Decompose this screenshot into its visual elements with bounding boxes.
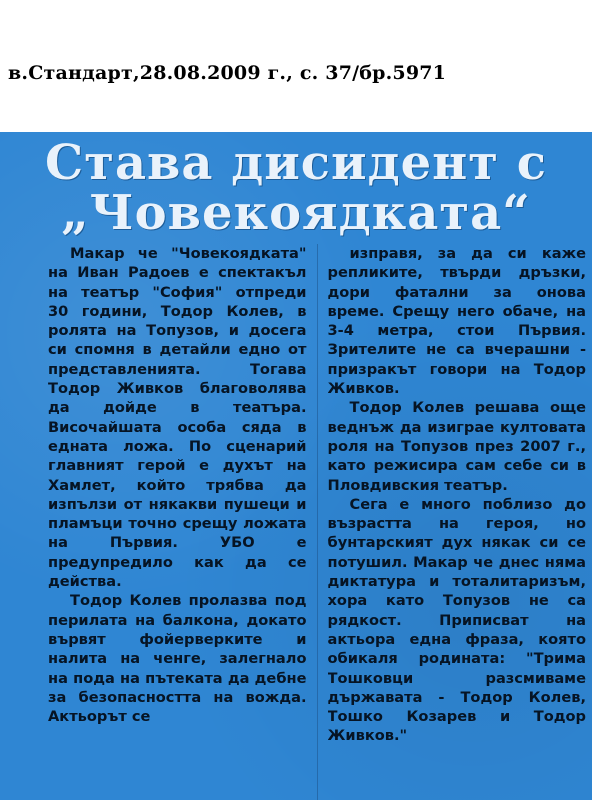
newspaper-clipping [0,132,592,800]
paragraph: Макар че "Човекоядката" на Иван Радоев е спектакъл на театър "София" отпреди 30 години, Тодор Колев, в ролята на Топузов, и досега си спомня в детайли едно от представленията. Тогава Тодор Живков благоволява да дойде в театъра. Височайшата особа сяда в едната ложа. По сценарий главният герой е духът на Хамлет, който трябва да изпълзи от някакви пушеци и пламъци точно срещу ложата на Първия. УБО е предупредило как да се действа. [48,245,307,591]
paragraph: Тодор Колев решава още веднъж да изиграе култовата роля на Топузов през 2007 г., като режисира сам себе си в Пловдивския театър. [327,399,586,494]
article-headline [0,135,592,241]
column-divider [317,244,318,800]
paragraph: изправя, за да си каже репликите, твърди дръзки, дори фатални за онова време. Срещу него обаче, на 3-4 метра, стои Първия. Зрителите не са вчерашни - призракът говори на Тодор Живков. [327,245,586,398]
article-body [48,244,586,800]
paragraph: Тодор Колев пролазва под перилата на балкона, докато вървят фойерверките и налита на ченге, залегнало на пода на пътеката да дебне за безопасността на вожда. Актьорът се [48,592,307,726]
headline-line-2: „Човекоядката“ [61,185,531,241]
column-left [48,244,307,800]
source-citation: в.Стандарт,28.08.2009 г., с. 37/бр.5971 [8,62,447,84]
paragraph: Сега е много поблизо до възрастта на героя, но бунтарският дух някак си се потушил. Макар че днес няма диктатура и тоталитаризъм, хора като Топузов не са рядкост. Приписват на актьора една фраза, която обикаля родината: "Трима Тошковци разсмиваме държавата - Тодор Колев, Тошко Козарев и Тодор Живков." [327,495,586,745]
headline-line-1: Става дисидент с [45,135,547,191]
column-right [328,244,587,800]
